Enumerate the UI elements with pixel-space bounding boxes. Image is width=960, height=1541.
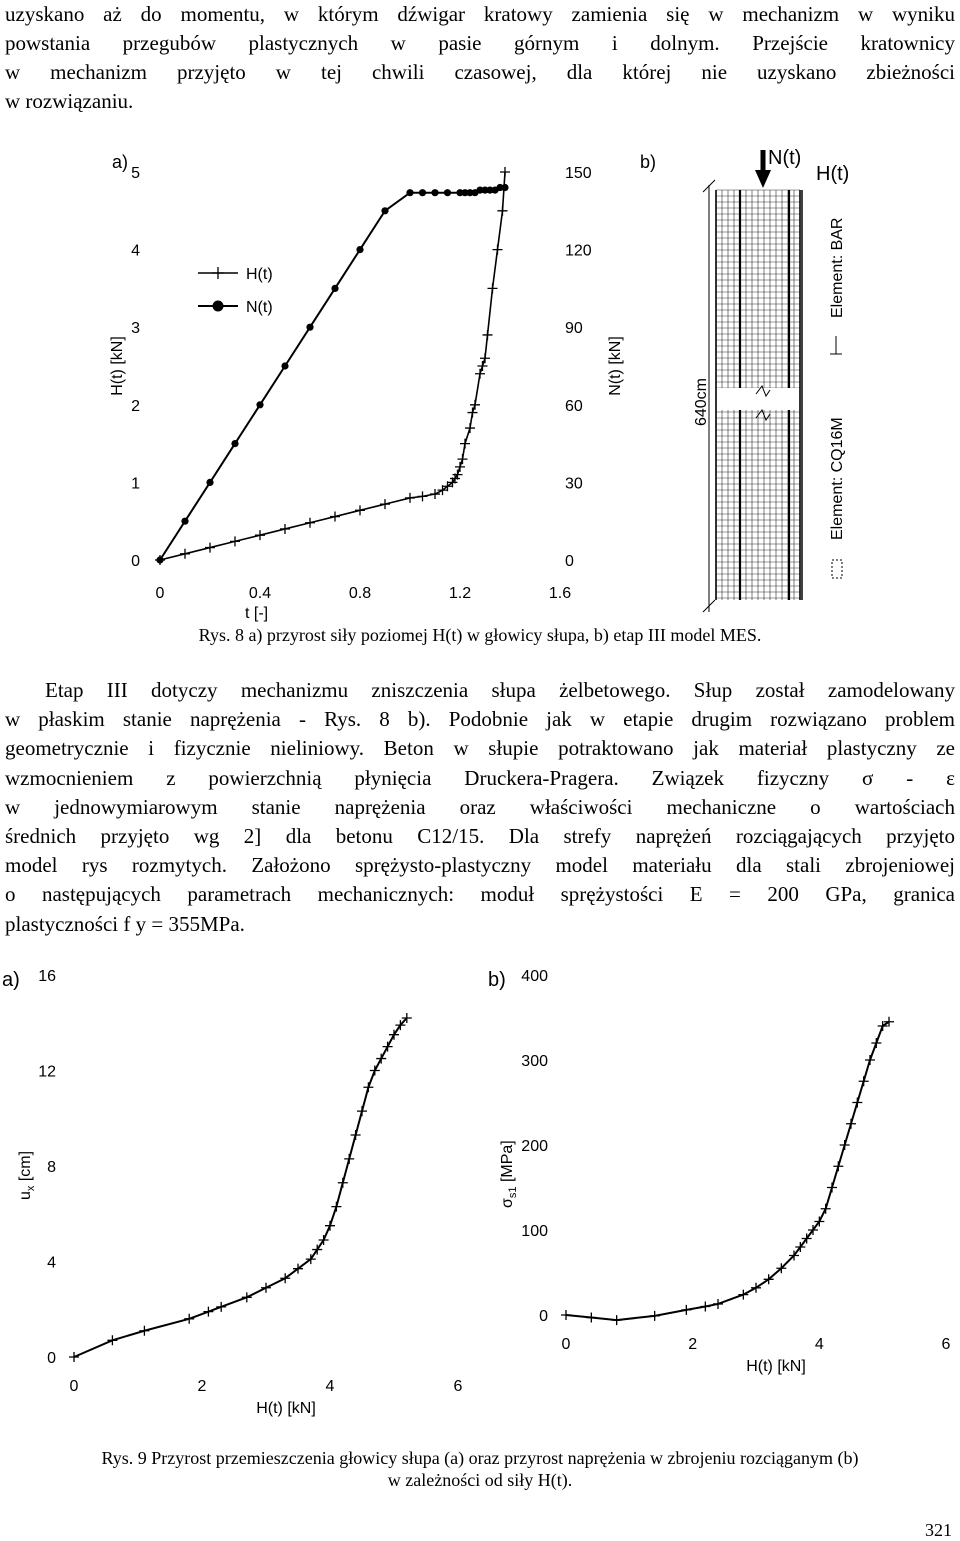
- panel-label: a): [2, 969, 20, 991]
- load-label-n: N(t): [768, 147, 802, 169]
- element-bar-label: Element: BAR: [829, 217, 846, 318]
- text-line: Etap III dotyczy mechanizmu zniszczenia słupa żelbetowego. Słup został zamodelowany: [45, 678, 955, 702]
- y-tick-label-left: 2: [131, 397, 140, 415]
- y-tick-label-left: 3: [131, 320, 140, 338]
- y-tick-label: 100: [521, 1223, 548, 1240]
- y-tick-label-left: 0: [131, 553, 140, 570]
- fig9a-chart: [2, 968, 463, 1417]
- data-point: [859, 1076, 869, 1086]
- y-axis-label: $u_x$ [cm]: [17, 1150, 37, 1200]
- text-line: geometrycznie i fizycznie nieliniowy. Beton w słupie potraktowano jak materiał plastyczny ze: [5, 736, 955, 761]
- data-point: [827, 1183, 837, 1193]
- data-point: [325, 1221, 335, 1231]
- y-axis-label-left: H(t) [kN]: [109, 336, 126, 396]
- data-point: [69, 1352, 79, 1362]
- y-tick-label: 16: [38, 968, 56, 985]
- data-point: [357, 1106, 367, 1116]
- data-point: [713, 1299, 723, 1309]
- data-point: [370, 1066, 380, 1076]
- y-tick-label-right: 30: [565, 475, 583, 493]
- data-point: [184, 1314, 194, 1324]
- legend-label-n: N(t): [246, 299, 273, 316]
- text-line: uzyskano aż do momentu, w którym dźwigar kratowy zamienia się w mechanizm w wyniku: [5, 2, 955, 26]
- height-label: 640cm: [693, 377, 710, 427]
- text-line: model rys rozmytych. Założono sprężysto-plastyczny model materiału dla stali zbrojeniowej: [5, 853, 955, 878]
- panel-label: b): [488, 969, 506, 991]
- y-tick-label: 400: [521, 968, 548, 985]
- x-tick-label: 0.8: [348, 585, 372, 602]
- y-tick-label-right: 60: [565, 397, 583, 415]
- element-cq-label: Element: CQ16M: [829, 417, 846, 540]
- data-point: [738, 1290, 748, 1300]
- data-point: [331, 1202, 341, 1212]
- fig9-caption-line1: Rys. 9 Przyrost przemieszczenia głowicy słupa (a) oraz przyrost naprężenia w zbrojeniu rozciąganym (b): [101, 1448, 859, 1468]
- text-line: średnich przyjęto wg 2] dla betonu C12/15. Dla strefy naprężeń rozciągających przyjęto: [5, 824, 955, 849]
- x-tick-label: 2: [688, 1336, 698, 1353]
- text-line: powstania przegubów plastycznych w pasie górnym i dolnym. Przejście kratownicy: [5, 31, 955, 55]
- data-point: [216, 1302, 226, 1312]
- data-point: [586, 1313, 596, 1323]
- y-tick-label-left: 1: [131, 475, 140, 493]
- y-tick-label-right: 0: [565, 553, 574, 570]
- data-point: [612, 1315, 622, 1325]
- data-point: [865, 1055, 875, 1065]
- x-tick-label: 4: [325, 1378, 335, 1395]
- x-tick-label: 1.6: [548, 585, 572, 602]
- data-point: [833, 1161, 843, 1171]
- data-point: [383, 1042, 393, 1052]
- data-point: [203, 1307, 213, 1317]
- text-line: plastyczności f y = 355MPa.: [5, 911, 245, 936]
- y-axis-label: $\sigma_{s1}$ [MPa]: [499, 1140, 519, 1208]
- text-line: w mechanizm przyjęto w tej chwili czasowej, dla której nie uzyskano zbieżności: [5, 60, 955, 84]
- text-line: w rozwiązaniu.: [5, 89, 134, 113]
- x-tick-label: 0.4: [248, 585, 272, 602]
- series-line: [566, 1022, 889, 1320]
- text-line: w jednowymiarowym stanie naprężenia oraz właściwości mechaniczne o wartościach: [5, 794, 955, 819]
- load-label-h: H(t): [816, 163, 850, 185]
- x-axis-label: H(t) [kN]: [746, 1358, 806, 1375]
- text-line: o następujących parametrach mechanicznych: moduł sprężystości E = 200 GPa, granica: [5, 882, 955, 907]
- x-axis-label: t [-]: [245, 605, 269, 622]
- page-number: 321: [925, 1520, 952, 1540]
- fig9-caption-line2: w zależności od siły H(t).: [387, 1470, 573, 1490]
- data-point: [344, 1154, 354, 1164]
- y-tick-label-left: 4: [131, 242, 140, 260]
- data-point: [821, 1204, 831, 1214]
- x-tick-label: 6: [941, 1336, 951, 1353]
- panel-label: b): [640, 152, 657, 172]
- series-line: [74, 1018, 407, 1357]
- fig9b-chart: [488, 968, 951, 1375]
- y-tick-label-right: 90: [565, 320, 583, 338]
- data-point: [139, 1326, 149, 1336]
- data-point: [871, 1038, 881, 1048]
- y-tick-label: 0: [47, 1350, 56, 1367]
- data-point: [650, 1311, 660, 1321]
- y-axis-label-right: N(t) [kN]: [607, 336, 624, 396]
- y-tick-label: 12: [38, 1063, 56, 1081]
- fig8-caption: Rys. 8 a) przyrost siły poziomej H(t) w głowicy słupa, b) etap III model MES.: [198, 625, 762, 645]
- legend-label-h: H(t): [246, 266, 273, 283]
- x-tick-label: 4: [814, 1336, 824, 1353]
- data-point: [261, 1283, 271, 1293]
- y-tick-label: 200: [521, 1138, 548, 1155]
- data-point: [681, 1305, 691, 1315]
- data-point: [376, 1054, 386, 1064]
- y-tick-label-right: 150: [565, 165, 592, 182]
- fig9-caption: [20, 1447, 940, 1491]
- y-tick-label-right: 120: [565, 242, 592, 260]
- x-tick-label: 0: [69, 1378, 79, 1395]
- data-point: [846, 1119, 856, 1129]
- x-tick-label: 0: [155, 585, 165, 602]
- text-line: wzmocnieniem z powierzchnią płynięcia Druckera-Pragera. Związek fizyczny σ - ε: [5, 765, 955, 790]
- data-point: [840, 1140, 850, 1150]
- data-point: [338, 1178, 348, 1188]
- x-axis-label: H(t) [kN]: [256, 1400, 316, 1417]
- data-point: [852, 1098, 862, 1108]
- data-point: [561, 1310, 571, 1320]
- y-tick-label: 4: [47, 1254, 56, 1272]
- x-tick-label: 1.2: [448, 585, 472, 602]
- x-tick-label: 0: [561, 1336, 571, 1353]
- y-tick-label: 0: [539, 1308, 548, 1325]
- y-tick-label-left: 5: [131, 165, 140, 182]
- y-tick-label: 8: [47, 1159, 56, 1176]
- data-point: [363, 1082, 373, 1092]
- data-point: [700, 1302, 710, 1312]
- data-point: [242, 1292, 252, 1302]
- y-tick-label: 300: [521, 1053, 548, 1070]
- text-line: w płaskim stanie naprężenia - Rys. 8 b). Podobnie jak w etapie drugim rozwiązano problem: [5, 707, 955, 732]
- data-point: [107, 1335, 117, 1345]
- x-tick-label: 6: [453, 1378, 463, 1395]
- x-tick-label: 2: [197, 1378, 207, 1395]
- panel-label: a): [112, 152, 129, 172]
- data-point: [351, 1130, 361, 1140]
